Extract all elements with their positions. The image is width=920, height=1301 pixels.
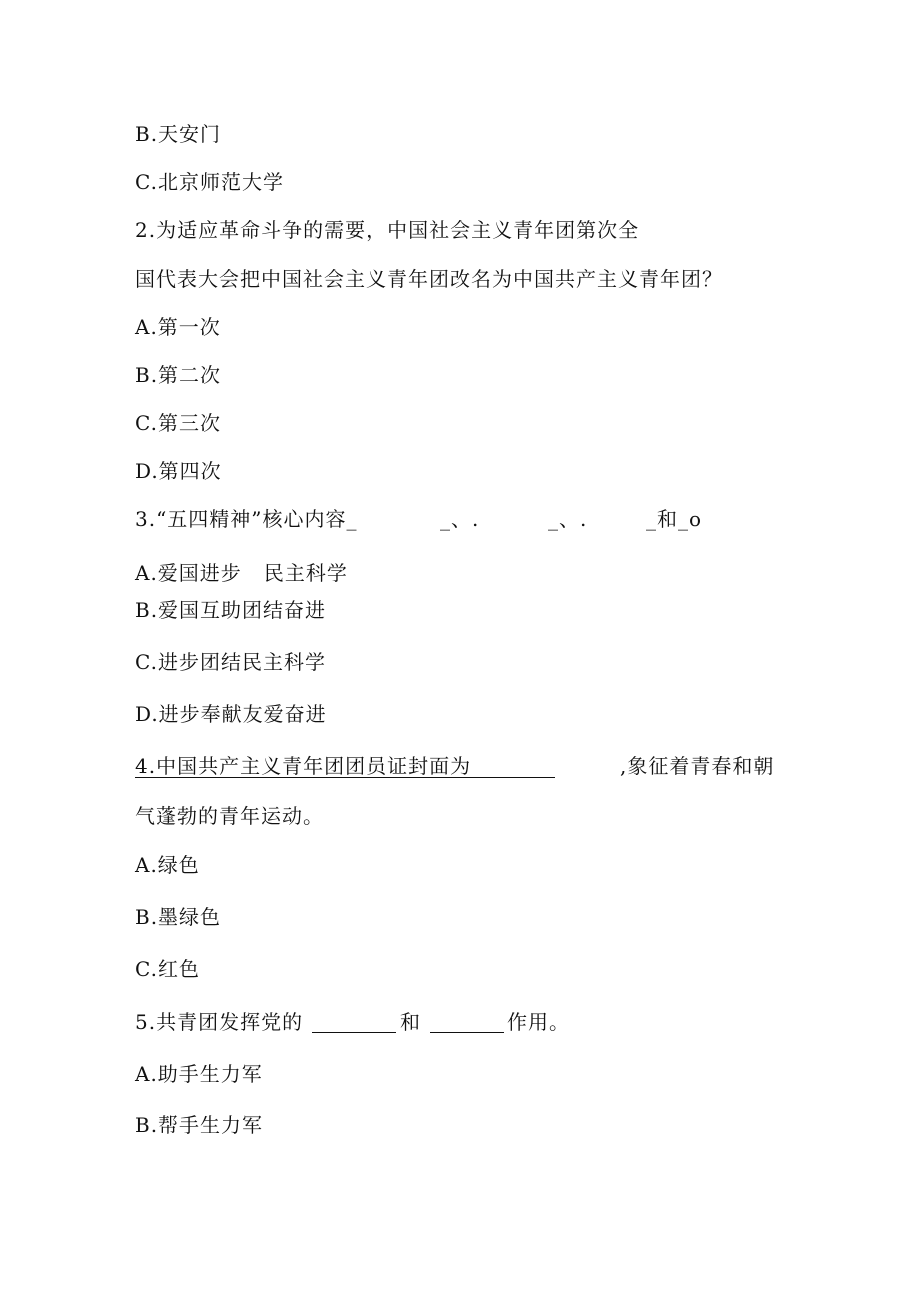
- question-3-blank-1: _、.: [440, 507, 480, 531]
- option-c-bnu: C.北京师范大学: [135, 170, 284, 194]
- question-4-stem-tail: ,象征着青春和朝: [620, 754, 775, 778]
- question-3-option-c: C.进步团结民主科学: [135, 650, 326, 674]
- question-2-option-a: A.第一次: [135, 315, 221, 339]
- question-5-stem: 5.共青团发挥党的: [135, 1010, 304, 1034]
- question-3-option-d: D.进步奉献友爱奋进: [135, 702, 327, 726]
- question-3-option-a: A.爱国进步 民主科学: [135, 561, 348, 585]
- question-3-option-b: B.爱国互助团结奋进: [135, 598, 327, 622]
- question-2-line-2: 国代表大会把中国社会主义青年团改名为中国共产主义青年团？: [135, 267, 723, 291]
- question-5-and: 和: [400, 1010, 421, 1034]
- question-5-blank-1: [312, 1032, 396, 1033]
- question-3-blank-3: _和_o: [646, 507, 703, 531]
- question-2-option-d: D.第四次: [135, 459, 222, 483]
- question-4-stem: 4.中国共产主义青年团团员证封面为: [135, 754, 472, 778]
- question-3-blank-2: _、.: [548, 507, 588, 531]
- question-2-line-1: 2.为适应革命斗争的需要，中国社会主义青年团第次全: [135, 218, 640, 242]
- question-4-option-c: C.红色: [135, 957, 200, 981]
- question-4-underline: [135, 777, 555, 778]
- question-2-option-b: B.第二次: [135, 363, 222, 387]
- option-b-tiananmen: B.天安门: [135, 122, 222, 146]
- question-4-option-b: B.墨绿色: [135, 905, 222, 929]
- question-2-option-c: C.第三次: [135, 411, 221, 435]
- question-5-blank-2: [430, 1032, 504, 1033]
- question-4-option-a: A.绿色: [135, 853, 200, 877]
- question-5-tail: 作用。: [507, 1010, 570, 1034]
- question-5-option-a: A.助手生力军: [135, 1062, 263, 1086]
- question-3-stem: 3.“五四精神”核心内容_: [135, 507, 358, 531]
- question-5-option-b: B.帮手生力军: [135, 1113, 264, 1137]
- question-4-line-2: 气蓬勃的青年运动。: [135, 804, 324, 828]
